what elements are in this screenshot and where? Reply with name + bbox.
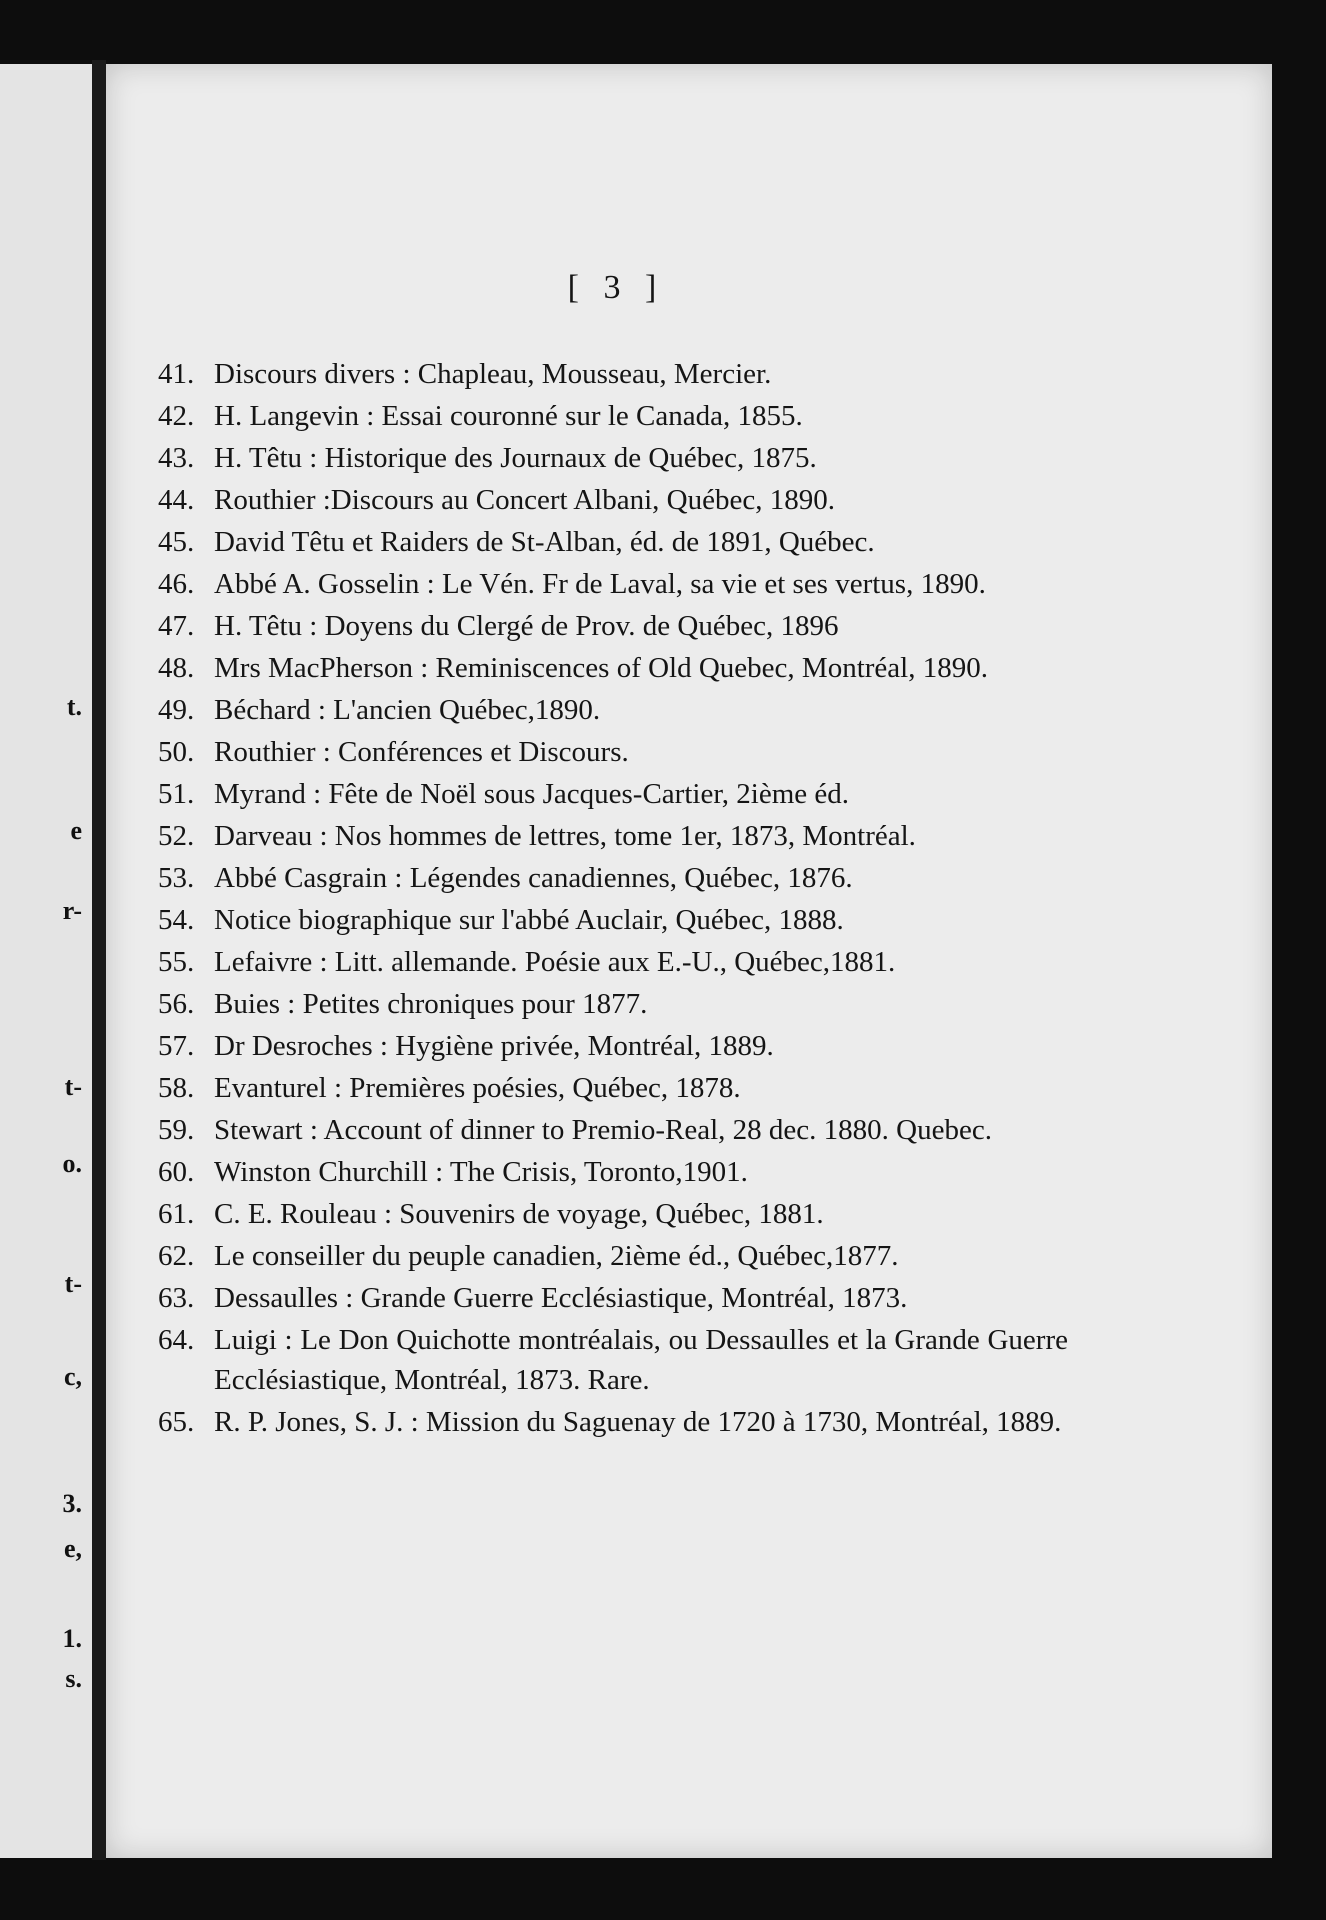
list-item — [158, 1320, 1068, 1400]
entry-text: Discours divers : Chapleau, Mousseau, Mercier. — [214, 358, 772, 390]
entry-number: 48. — [158, 652, 195, 684]
list-item — [158, 690, 1068, 730]
entry-number: 61. — [158, 1198, 195, 1230]
page-number: [ 3 ] — [567, 269, 665, 306]
entry-text: Abbé A. Gosselin : Le Vén. Fr de Laval, sa vie et ses vertus, 1890. — [214, 568, 986, 600]
list-item — [158, 1236, 1068, 1276]
entry-number: 60. — [158, 1156, 195, 1188]
left-page-fragment: e, — [63, 1534, 82, 1563]
list-item — [158, 564, 1068, 604]
entry-number: 49. — [158, 694, 195, 726]
entry-text: R. P. Jones, S. J. : Mission du Saguenay de 1720 à 1730, Montréal, 1889. — [214, 1406, 1062, 1438]
entry-text: Lefaivre : Litt. allemande. Poésie aux E.-U., Québec,1881. — [214, 946, 896, 978]
list-item — [158, 984, 1068, 1024]
entry-number: 42. — [158, 400, 195, 432]
scan-border — [1272, 64, 1326, 1858]
left-page-fragment: r- — [62, 896, 82, 925]
left-page-fragment: e — [70, 816, 82, 845]
entry-text: David Têtu et Raiders de St-Alban, éd. de 1891, Québec. — [214, 526, 875, 558]
entry-number: 41. — [158, 358, 195, 390]
entry-number: 43. — [158, 442, 195, 474]
entry-number: 59. — [158, 1114, 195, 1146]
list-item — [158, 942, 1068, 982]
list-item — [158, 1110, 1068, 1150]
entry-number: 57. — [158, 1030, 195, 1062]
list-item — [158, 858, 1068, 898]
left-page-fragment: o. — [62, 1149, 82, 1178]
entry-text: C. E. Rouleau : Souvenirs de voyage, Québec, 1881. — [214, 1198, 824, 1230]
entry-text: H. Têtu : Doyens du Clergé de Prov. de Québec, 1896 — [214, 610, 839, 642]
entry-number: 47. — [158, 610, 195, 642]
entry-number: 64. — [158, 1324, 195, 1356]
entry-text: Béchard : L'ancien Québec,1890. — [214, 694, 601, 726]
entry-text: Myrand : Fête de Noël sous Jacques-Cartier, 2ième éd. — [214, 778, 850, 810]
entry-number: 62. — [158, 1240, 195, 1272]
left-page-fragment: t- — [64, 1072, 82, 1101]
list-item — [158, 1068, 1068, 1108]
list-item — [158, 900, 1068, 940]
list-item — [158, 438, 1068, 478]
list-item — [158, 1152, 1068, 1192]
list-item — [158, 1026, 1068, 1066]
left-page-fragment: 1. — [62, 1624, 82, 1653]
list-item — [158, 354, 1068, 394]
list-item — [158, 774, 1068, 814]
left-page-fragment: t- — [64, 1269, 82, 1298]
entry-number: 58. — [158, 1072, 195, 1104]
left-page-fragment: t. — [66, 692, 82, 721]
entry-text: Buies : Petites chroniques pour 1877. — [214, 988, 648, 1020]
entry-text: Dr Desroches : Hygiène privée, Montréal, 1889. — [214, 1030, 774, 1062]
entry-number: 54. — [158, 904, 195, 936]
entry-text: Evanturel : Premières poésies, Québec, 1878. — [214, 1072, 741, 1104]
entry-text: Notice biographique sur l'abbé Auclair, Québec, 1888. — [214, 904, 844, 936]
entry-number: 65. — [158, 1406, 195, 1438]
entry-text: Stewart : Account of dinner to Premio-Real, 28 dec. 1880. Quebec. — [214, 1114, 992, 1146]
entry-text: Le conseiller du peuple canadien, 2ième éd., Québec,1877. — [214, 1240, 899, 1272]
entry-number: 50. — [158, 736, 195, 768]
entry-number: 51. — [158, 778, 195, 810]
entry-text: Abbé Casgrain : Légendes canadiennes, Québec, 1876. — [214, 862, 853, 894]
entry-number: 44. — [158, 484, 195, 516]
entry-number: 46. — [158, 568, 195, 600]
entry-text: Dessaulles : Grande Guerre Ecclésiastique, Montréal, 1873. — [214, 1282, 908, 1314]
entry-number: 52. — [158, 820, 195, 852]
entry-text: Winston Churchill : The Crisis, Toronto,1901. — [214, 1156, 748, 1188]
left-page-fragment: 3. — [62, 1489, 82, 1518]
list-item — [158, 606, 1068, 646]
entry-text: Luigi : Le Don Quichotte montréalais, ou Dessaulles et la Grande Guerre Ecclésiastique, Montréal, 1873. Rare. — [214, 1324, 1068, 1396]
entry-number: 63. — [158, 1282, 195, 1314]
entry-number: 56. — [158, 988, 195, 1020]
left-page-fragment: s. — [65, 1664, 82, 1693]
list-item — [158, 648, 1068, 688]
entry-text: Darveau : Nos hommes de lettres, tome 1er, 1873, Montréal. — [214, 820, 916, 852]
list-item — [158, 396, 1068, 436]
list-item — [158, 522, 1068, 562]
entry-text: Routhier :Discours au Concert Albani, Québec, 1890. — [214, 484, 835, 516]
entry-number: 53. — [158, 862, 195, 894]
list-item — [158, 1402, 1068, 1442]
left-page-fragment: c, — [63, 1362, 82, 1391]
list-item — [158, 732, 1068, 772]
entry-number: 45. — [158, 526, 195, 558]
list-item — [158, 1278, 1068, 1318]
document-page — [106, 64, 1272, 1858]
entry-number: 55. — [158, 946, 195, 978]
list-item — [158, 1194, 1068, 1234]
entry-text: Routhier : Conférences et Discours. — [214, 736, 629, 768]
entry-text: Mrs MacPherson : Reminiscences of Old Quebec, Montréal, 1890. — [214, 652, 988, 684]
list-item — [158, 480, 1068, 520]
adjacent-page-edge — [0, 64, 92, 1858]
bibliography-list — [158, 354, 1068, 1444]
entry-text: H. Têtu : Historique des Journaux de Québec, 1875. — [214, 442, 817, 474]
book-gutter — [92, 60, 106, 1860]
list-item — [158, 816, 1068, 856]
entry-text: H. Langevin : Essai couronné sur le Canada, 1855. — [214, 400, 803, 432]
